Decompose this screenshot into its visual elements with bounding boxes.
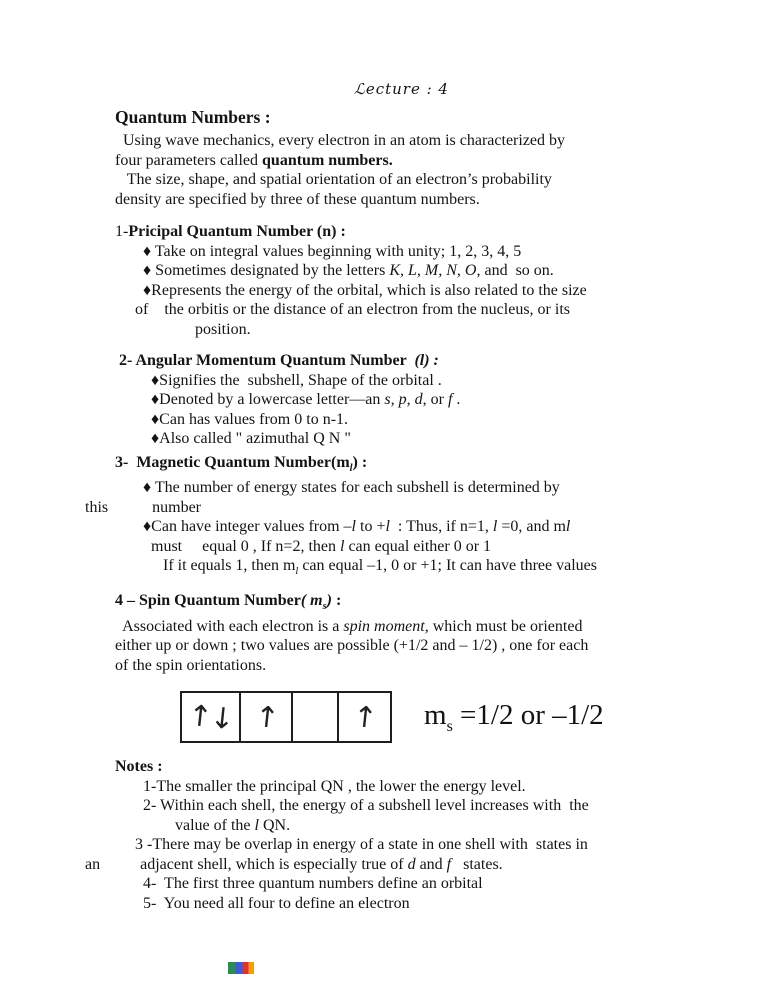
- bullet-line: [143, 517, 688, 537]
- note-line: [143, 874, 688, 894]
- text-segment: .: [452, 391, 461, 408]
- text-segment: If it equals 1, then m: [163, 557, 296, 575]
- electron-arrows: ↑: [253, 698, 280, 736]
- text-segment: ♦ The number of energy states for each subshell is determined by: [143, 479, 560, 497]
- section-heading-text: :: [331, 591, 342, 609]
- text-segment: either up or down ; two values are possible (+1/2 and – 1/2) , one for each: [115, 637, 589, 655]
- notes-section: [85, 757, 688, 913]
- text-segment-italic: f: [447, 391, 453, 408]
- formula-subscript: s: [446, 717, 453, 735]
- text-segment: position.: [195, 320, 251, 338]
- text-segment: an adjacent shell, which is especially true of: [85, 855, 408, 873]
- orbital-cell: [241, 693, 293, 741]
- body-line: [115, 617, 688, 637]
- section-heading-text: 4 – Spin Quantum Number: [115, 591, 301, 609]
- subscript-l: l: [349, 462, 353, 474]
- bullet-continuation-line: [151, 537, 688, 557]
- bullet-continuation-line: [85, 498, 688, 518]
- text-segment-italic: l: [385, 518, 390, 536]
- bullet-line: [151, 429, 688, 449]
- text-segment-italic: spin moment,: [343, 617, 429, 635]
- text-segment: 3 -There may be overlap in energy of a state in one shell with states in: [135, 836, 588, 854]
- bullet-line: [151, 371, 688, 391]
- orbital-cell: [339, 693, 390, 741]
- bullet-line: [151, 390, 688, 410]
- intro-line: [115, 190, 688, 210]
- text-segment-italic: l: [492, 518, 498, 536]
- lecture-header-text: ℒecture : 4: [354, 80, 449, 98]
- section-angular-momentum-qn: [115, 351, 688, 449]
- section-heading-symbol: ): [326, 591, 332, 609]
- intro-line: [115, 170, 688, 190]
- page-title: Quantum Numbers :: [115, 107, 271, 127]
- orbital-cell: [293, 693, 339, 741]
- spin-formula: [424, 699, 604, 736]
- text-segment: can equal –1, 0 or +1; It can have three values: [298, 557, 597, 575]
- text-segment: 2- Within each shell, the energy of a subshell level increases with the: [143, 797, 589, 815]
- bullet-line: [143, 242, 688, 262]
- text-segment-bold: quantum numbers.: [262, 151, 393, 169]
- text-segment-italic: K, L, M, N, O,: [389, 262, 481, 279]
- section-magnetic-qn: [85, 453, 688, 582]
- text-segment: ♦Can have integer values from –: [143, 518, 352, 536]
- section-spin-qn: [115, 591, 688, 675]
- subscript-s: s: [322, 601, 327, 613]
- text-segment: must equal 0 , If n=2, then: [151, 537, 340, 555]
- text-segment-italic: f: [446, 855, 452, 873]
- text-segment: 4- The first three quantum numbers define an orbital: [143, 875, 483, 893]
- text-segment-italic: l: [351, 518, 356, 536]
- text-segment: states.: [451, 855, 503, 873]
- note-line: [135, 835, 688, 855]
- section-heading-text: 3- Magnetic Quantum Number(m: [115, 453, 350, 471]
- formula-base: m: [424, 698, 447, 731]
- text-segment: and: [415, 855, 447, 873]
- bullet-continuation-line: [135, 300, 688, 320]
- note-line: [143, 894, 688, 914]
- intro-line: [115, 151, 688, 171]
- text-segment: of the spin orientations.: [115, 656, 267, 674]
- text-segment: ♦Denoted by a lowercase letter—an: [151, 391, 385, 408]
- electron-arrows: ↑↓: [186, 697, 235, 737]
- text-segment-italic: s, p, d: [384, 391, 423, 408]
- color-strip-decoration: [228, 962, 254, 974]
- text-segment-italic: d: [407, 855, 416, 873]
- section-principal-qn: [115, 222, 688, 339]
- text-segment: ♦Can has values from 0 to n-1.: [151, 410, 349, 428]
- text-segment: =0, and m: [497, 518, 566, 536]
- text-segment: to +: [356, 518, 386, 536]
- text-segment: ♦ Take on integral values beginning with unity; 1, 2, 3, 4, 5: [143, 242, 522, 260]
- text-segment: , or: [422, 391, 448, 408]
- text-segment: 1-: [115, 223, 129, 240]
- text-segment: : Thus, if n=1,: [389, 518, 493, 536]
- intro-line: [115, 131, 688, 151]
- text-segment: ♦Also called " azimuthal Q N ": [151, 430, 351, 447]
- text-segment: value of the: [175, 816, 255, 834]
- bullet-line: [143, 261, 688, 281]
- lecture-header: [115, 80, 688, 98]
- text-segment: QN.: [258, 816, 291, 834]
- text-segment: density are specified by three of these quantum numbers.: [115, 190, 480, 208]
- electron-arrows: ↑: [351, 698, 378, 736]
- note-line: [143, 796, 688, 816]
- body-line: [115, 636, 688, 656]
- bullet-continuation-line: [195, 320, 688, 340]
- bullet-line: [143, 281, 688, 301]
- section-heading: [115, 453, 688, 479]
- note-continuation-line: [85, 855, 688, 875]
- subscript-l: l: [295, 566, 299, 578]
- orbital-diagram: [180, 691, 392, 743]
- text-segment: ♦Signifies the subshell, Shape of the orbital .: [151, 371, 442, 389]
- notes-heading: Notes :: [115, 758, 163, 776]
- section-heading-text: 2- Angular Momentum Quantum Number: [115, 352, 415, 369]
- body-line: [115, 656, 688, 676]
- text-segment: The size, shape, and spatial orientation of an electron’s probability: [115, 171, 552, 188]
- text-segment: ♦ Sometimes designated by the letters: [143, 262, 390, 279]
- text-segment-italic: l: [254, 816, 259, 834]
- text-segment: four parameters called: [115, 151, 263, 169]
- note-continuation-line: [175, 816, 688, 836]
- formula-rest: =1/2 or –1/2: [452, 698, 604, 731]
- text-segment-italic: l: [565, 518, 571, 536]
- intro-paragraphs: [115, 131, 688, 209]
- text-segment-italic: l: [340, 537, 345, 555]
- text-segment: 1-The smaller the principal QN , the lower the energy level.: [143, 777, 526, 795]
- orbital-cell: [182, 693, 241, 741]
- text-segment: can equal either 0 or 1: [344, 537, 492, 555]
- text-segment: ♦Represents the energy of the orbital, which is also related to the size: [143, 281, 587, 299]
- section-heading-text: ) :: [352, 453, 368, 471]
- section-heading: [115, 351, 688, 371]
- section-heading: [115, 222, 688, 242]
- spin-diagram-row: [180, 691, 688, 743]
- section-heading-symbol: (l) :: [414, 352, 439, 369]
- text-segment: and so on.: [480, 262, 554, 279]
- text-segment: of the orbitis or the distance of an electron from the nucleus, or its: [135, 301, 570, 318]
- text-segment: 5- You need all four to define an electron: [143, 894, 410, 912]
- text-segment: Using wave mechanics, every electron in an atom is characterized by: [115, 132, 566, 149]
- section-heading: [115, 591, 688, 617]
- text-segment: which must be oriented: [428, 617, 583, 635]
- bullet-continuation-line: [163, 556, 688, 582]
- bullet-line: [143, 478, 688, 498]
- bullet-line: [151, 410, 688, 430]
- note-line: [143, 777, 688, 797]
- section-heading-text: Pricipal Quantum Number (n) :: [128, 223, 346, 240]
- section-heading-symbol: ( m: [300, 591, 323, 609]
- text-segment: Associated with each electron is a: [115, 617, 344, 635]
- text-segment: this number: [85, 498, 201, 516]
